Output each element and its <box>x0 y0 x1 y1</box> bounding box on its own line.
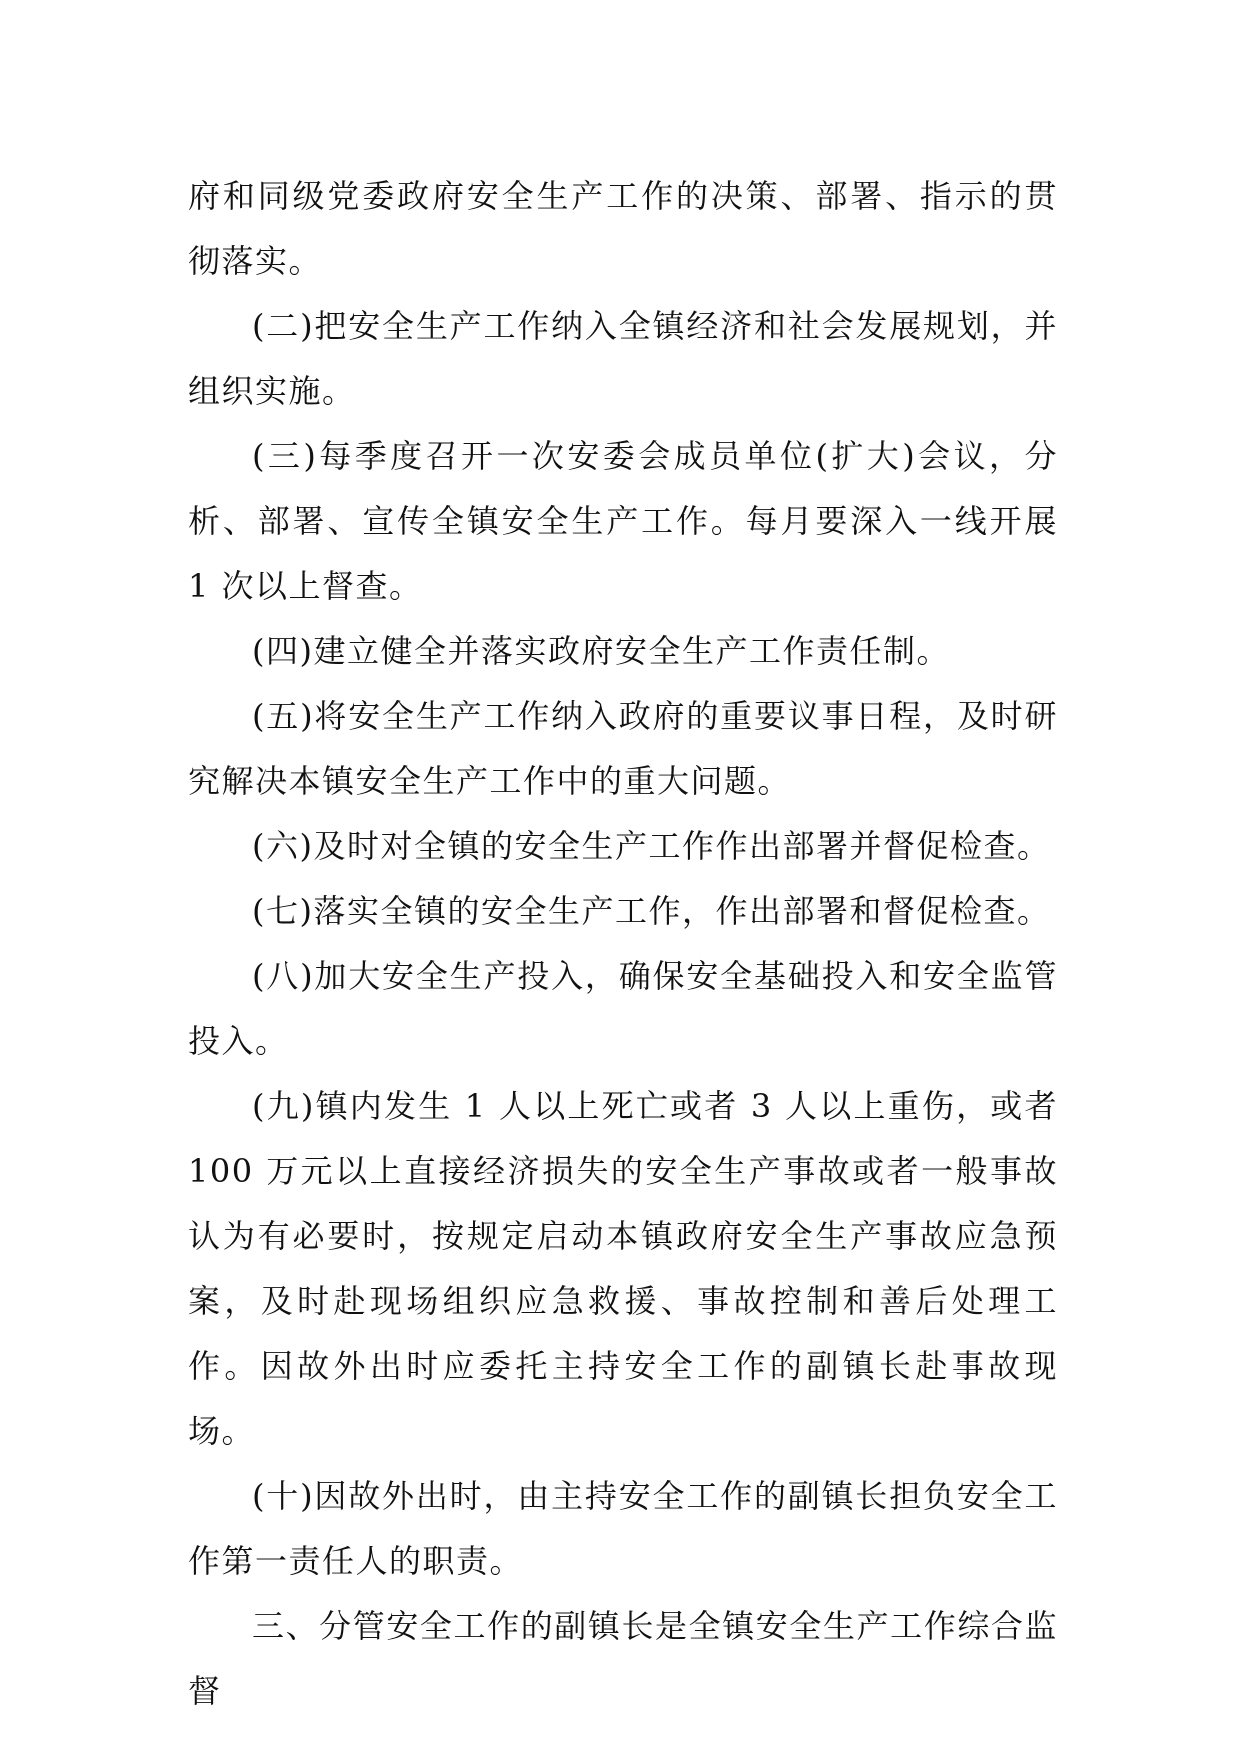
paragraph-item-6: (六)及时对全镇的安全生产工作作出部署并督促检查。 <box>252 827 1051 865</box>
paragraph-item-8: (八)加大安全生产投入，确保安全基础投入和安全监管投入。 <box>188 957 1058 1060</box>
paragraph-continuation: 府和同级党委政府安全生产工作的决策、部署、指示的贯彻落实。 <box>188 177 1058 280</box>
paragraph-item-9: (九)镇内发生 1 人以上死亡或者 3 人以上重伤，或者 100 万元以上直接经济损失的安全生产事故或者一般事故认为有必要时，按规定启动本镇政府安全生产事故应急预案，及时赴现场组织应急救援、事故控制和善后处理工作。因故外出时应委托主持安全工作的副镇长赴事故现场。 <box>188 1087 1058 1450</box>
paragraph-item-10: (十)因故外出时，由主持安全工作的副镇长担负安全工作第一责任人的职责。 <box>188 1477 1058 1580</box>
paragraph-section-3: 三、分管安全工作的副镇长是全镇安全生产工作综合监督 <box>188 1607 1058 1710</box>
paragraph-item-7: (七)落实全镇的安全生产工作，作出部署和督促检查。 <box>252 892 1051 930</box>
paragraph-item-2: (二)把安全生产工作纳入全镇经济和社会发展规划，并组织实施。 <box>188 307 1058 410</box>
paragraph-item-4: (四)建立健全并落实政府安全生产工作责任制。 <box>252 632 950 670</box>
paragraph-item-3: (三)每季度召开一次安委会成员单位(扩大)会议，分析、部署、宣传全镇安全生产工作。每月要深入一线开展 1 次以上督查。 <box>188 437 1058 605</box>
document-body <box>188 164 1058 1724</box>
paragraph-item-5: (五)将安全生产工作纳入政府的重要议事日程，及时研究解决本镇安全生产工作中的重大问题。 <box>188 697 1058 800</box>
